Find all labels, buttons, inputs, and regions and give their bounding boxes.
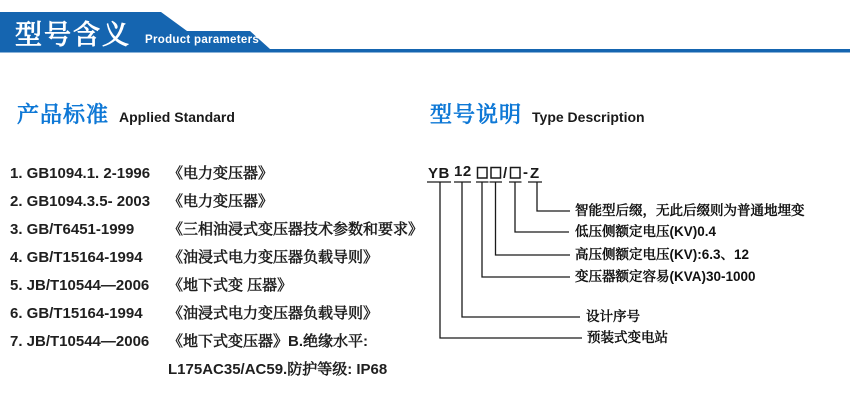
placeholder-box-icon — [511, 168, 521, 179]
standard-code: 5. JB/T10544—2006 — [10, 277, 150, 294]
type-description-heading-en: Type Description — [532, 109, 645, 125]
model-code-series: 12 — [454, 163, 472, 180]
model-code-slash: / — [503, 165, 508, 182]
label-capacity: 变压器额定容易(KVA)30-1000 — [575, 269, 756, 284]
label-substation: 预装式变电站 — [587, 330, 668, 345]
list-item — [10, 328, 442, 356]
connector-line — [515, 182, 569, 232]
banner-subtitle: Product parameters — [145, 34, 260, 46]
standard-code: 1. GB1094.1. 2-1996 — [10, 165, 151, 182]
label-hv-voltage: 高压侧额定电压(KV):6.3、12 — [575, 247, 750, 262]
applied-standard-heading — [17, 98, 235, 129]
model-code-prefix: YB — [428, 165, 450, 182]
standard-code: 6. GB/T15164-1994 — [10, 305, 143, 322]
connector-line — [462, 182, 580, 317]
standard-title: 《地下式变 压器》 — [168, 277, 293, 294]
placeholder-box-icon — [491, 168, 501, 179]
banner-title: 型号含义 — [15, 20, 131, 50]
list-item — [10, 244, 442, 272]
applied-standard-heading-en: Applied Standard — [119, 109, 235, 125]
type-description-heading-zh: 型号说明 — [430, 102, 523, 127]
label-smart-suffix: 智能型后缀，无此后缀则为普通地埋变 — [575, 203, 805, 218]
label-design-serial: 设计序号 — [586, 309, 640, 324]
model-code-dash: - — [523, 164, 529, 181]
model-code-diagram — [420, 155, 850, 390]
standard-code: 3. GB/T6451-1999 — [10, 221, 135, 238]
standard-title: 《油浸式电力变压器负载导则》 — [168, 249, 379, 266]
list-item — [10, 188, 442, 216]
list-item — [10, 300, 442, 328]
standard-title: 《电力变压器》 — [168, 165, 274, 182]
type-description-heading — [430, 98, 645, 129]
standard-code: 4. GB/T15164-1994 — [10, 249, 143, 266]
list-item — [10, 160, 442, 188]
standards-list — [10, 160, 442, 384]
connector-line — [537, 182, 570, 211]
standard-title: 《三相油浸式变压器技术参数和要求》 — [168, 221, 424, 238]
standard-title: 《地下式变压器》B.绝缘水平: — [168, 333, 368, 350]
label-lv-voltage: 低压侧额定电压(KV)0.4 — [575, 224, 717, 239]
list-item — [10, 216, 442, 244]
connector-line — [440, 182, 582, 338]
standard-code: 2. GB1094.3.5- 2003 — [10, 193, 151, 210]
standard-continuation: L175AC35/AC59.防护等级: IP68 — [168, 361, 388, 378]
standard-title: 《油浸式电力变压器负载导则》 — [168, 305, 379, 322]
connector-line — [496, 182, 571, 255]
placeholder-box-icon — [478, 168, 488, 179]
applied-standard-heading-zh: 产品标准 — [17, 102, 110, 127]
model-code-suffix: Z — [530, 165, 540, 182]
standard-title: 《电力变压器》 — [168, 193, 274, 210]
list-item — [10, 272, 442, 300]
standard-code: 7. JB/T10544—2006 — [10, 333, 150, 350]
